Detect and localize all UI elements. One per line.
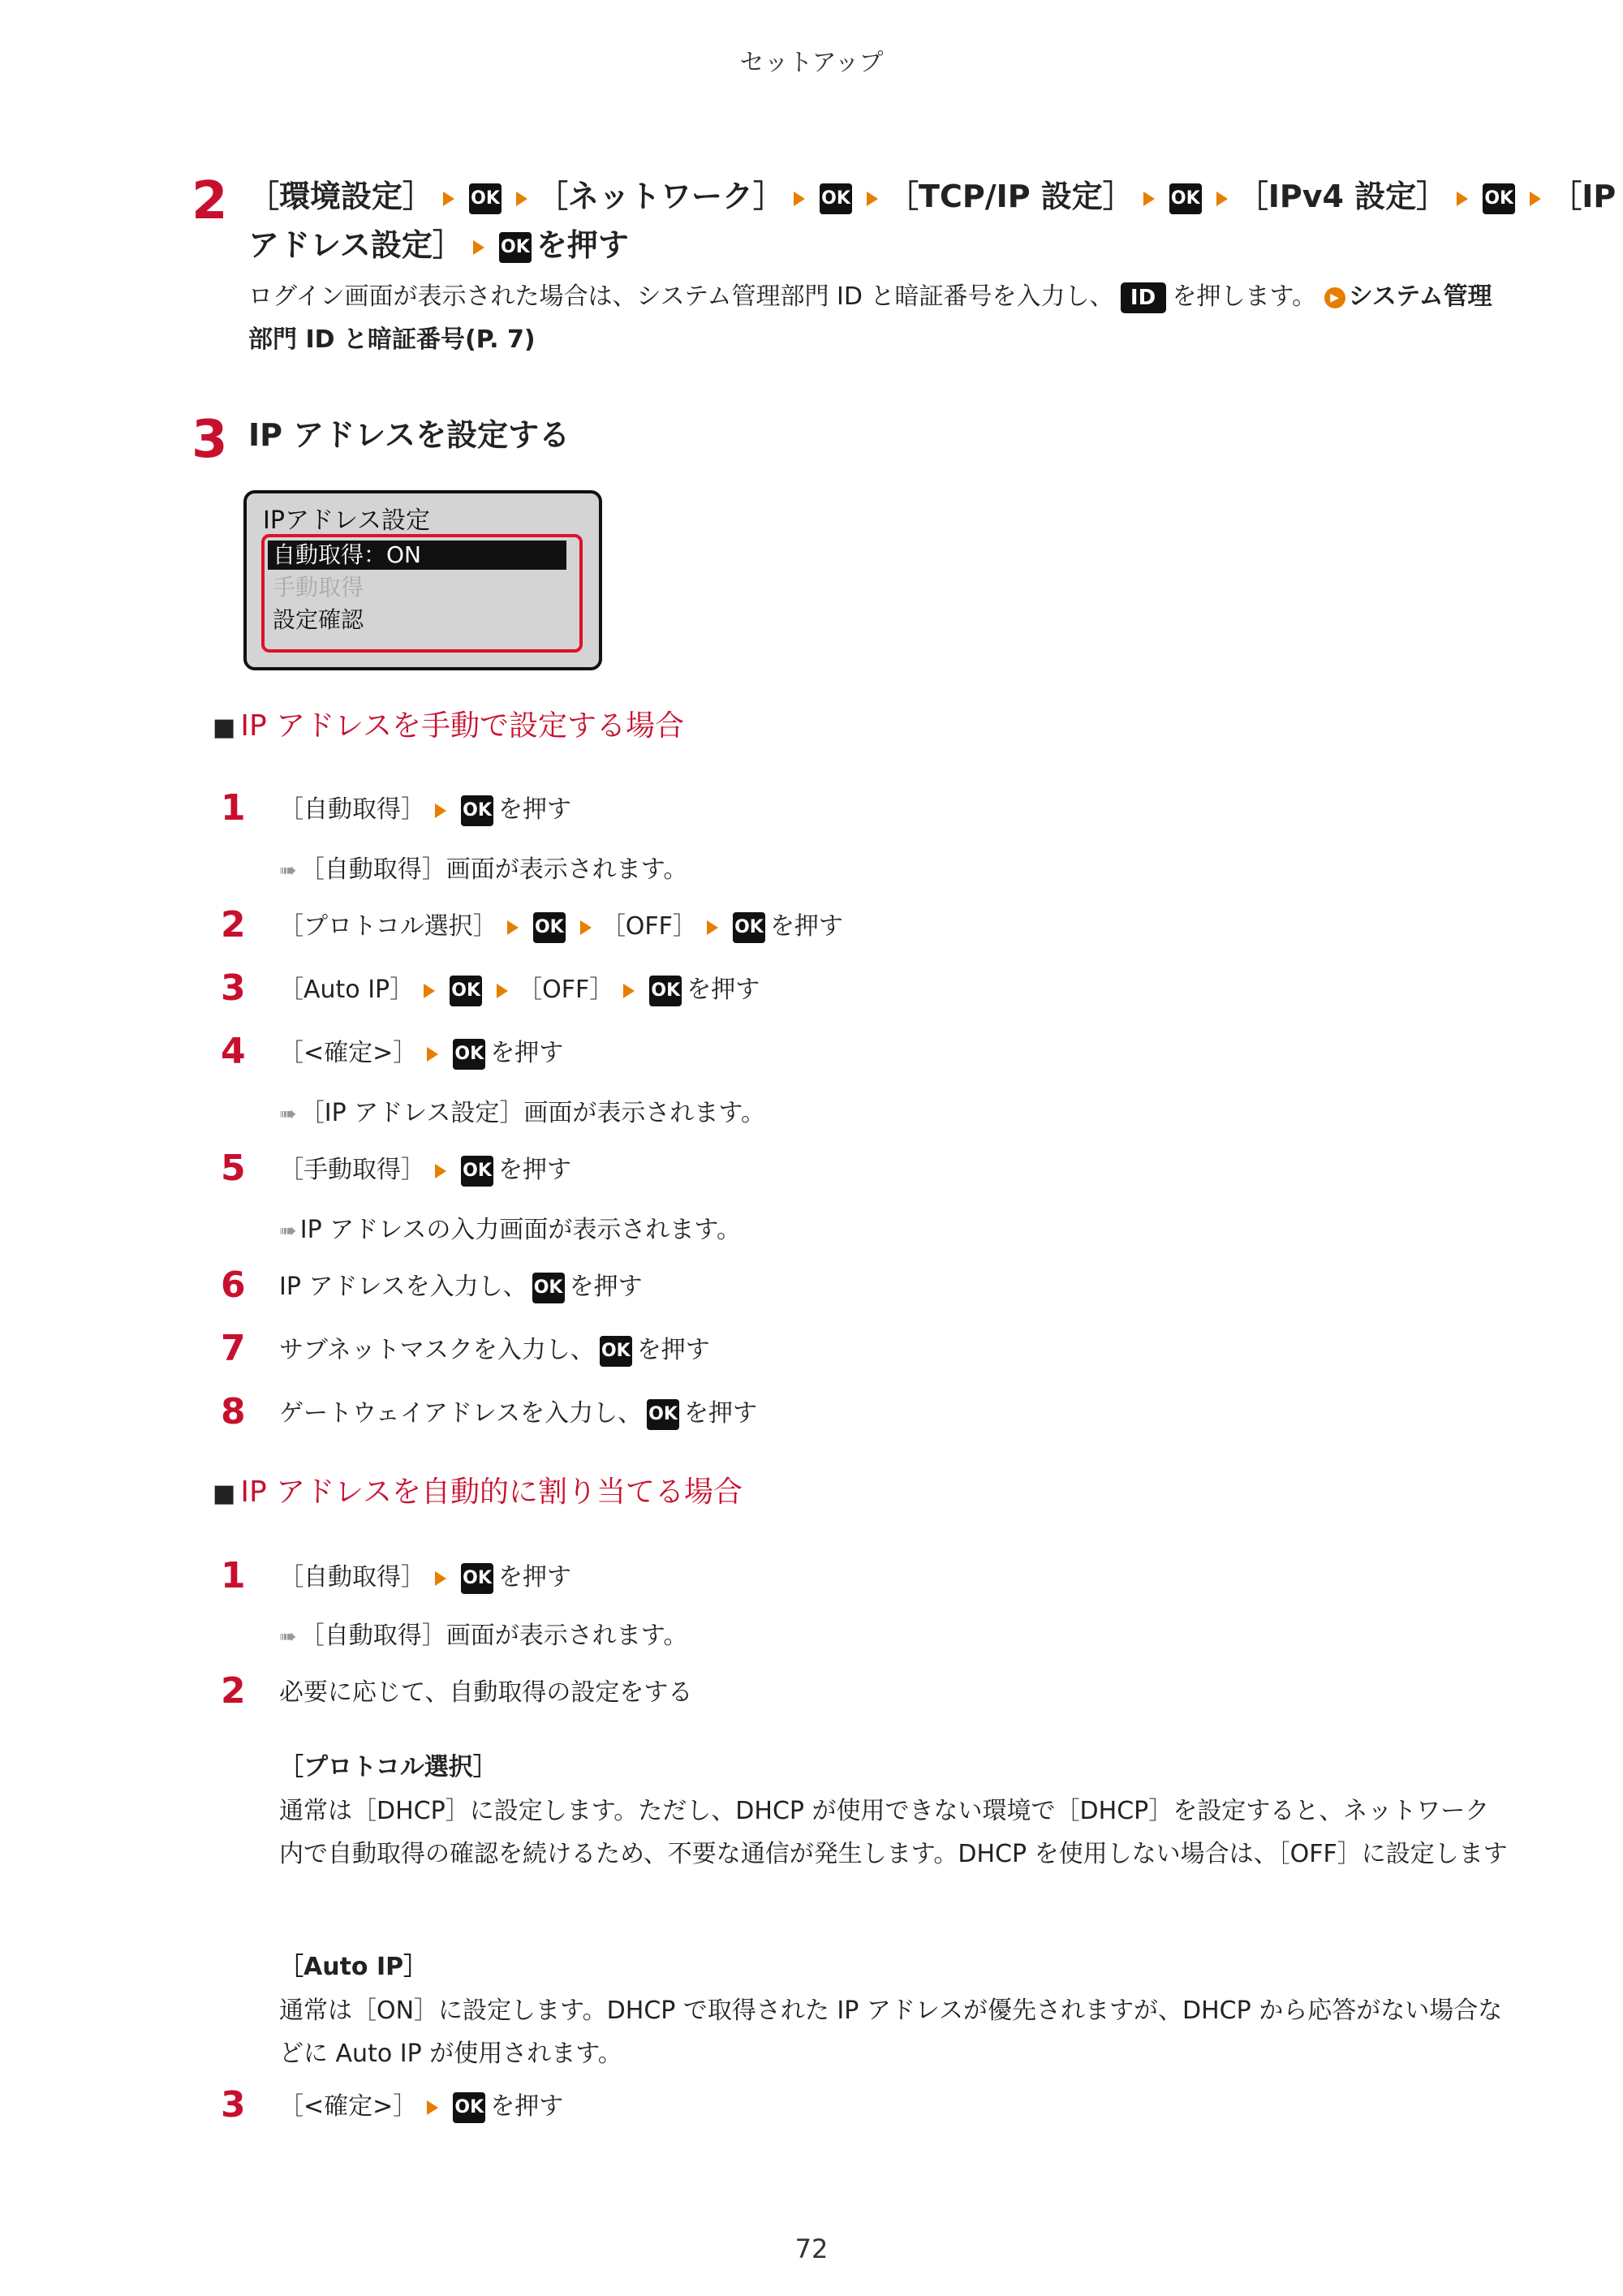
ok-key-icon: OK xyxy=(600,1336,632,1367)
arrow-icon xyxy=(497,984,508,998)
substep-number: 2 xyxy=(221,904,246,946)
substep-number: 1 xyxy=(221,787,246,829)
instruction-text: ゲートウェイアドレスを入力し、 xyxy=(279,1399,642,1428)
step2-path-line2 xyxy=(248,226,629,265)
result-text: ［IP アドレス設定］画面が表示されます。 xyxy=(299,1099,765,1127)
lcd-item-auto: 自動取得：ON xyxy=(268,541,566,570)
press-text: を押す xyxy=(498,795,571,824)
menu-path-item: ［OFF］ xyxy=(518,976,614,1004)
step2-path-line1 xyxy=(248,177,1616,217)
substep-number: 4 xyxy=(221,1031,246,1072)
substep-number: 1 xyxy=(221,1555,246,1596)
arrow-icon xyxy=(507,920,519,935)
ok-key-icon: OK xyxy=(499,232,532,263)
menu-path-item: ［TCP/IP 設定］ xyxy=(888,179,1134,214)
ok-key-icon: OK xyxy=(450,976,482,1006)
id-key-icon: ID xyxy=(1121,282,1166,313)
description-text: を押します。 xyxy=(1172,282,1317,311)
substep-number: 3 xyxy=(221,967,246,1009)
result-text: ［自動取得］画面が表示されます。 xyxy=(299,1622,688,1650)
substep-text xyxy=(279,1334,710,1367)
subsection-body-autoip: 通常は［ON］に設定します。DHCP で取得された IP アドレスが優先されますが、DHCP から応答がない場合などに Auto IP が使用されます。 xyxy=(279,1997,1503,2068)
subsection-title-autoip: ［Auto IP］ xyxy=(279,1953,428,1981)
arrow-icon xyxy=(424,984,435,998)
substep-text xyxy=(279,794,571,826)
substep-text xyxy=(279,2091,563,2123)
arrow-icon xyxy=(1457,192,1468,206)
arrow-icon xyxy=(1530,192,1541,206)
heading-square-icon: ■ xyxy=(213,713,236,742)
ok-key-icon: OK xyxy=(1169,183,1202,214)
description-text: ログイン画面が表示された場合は、システム管理部門 ID と暗証番号を入力し、 xyxy=(248,282,1114,311)
lcd-highlight-frame xyxy=(261,534,583,653)
menu-path-item: ［Auto IP］ xyxy=(279,976,415,1004)
arrow-icon xyxy=(435,1571,446,1586)
menu-path-item: ［<確定>］ xyxy=(279,1039,418,1067)
section-heading-manual xyxy=(213,708,684,746)
arrow-icon xyxy=(427,1047,438,1062)
substep-number: 2 xyxy=(221,1670,246,1712)
step-number-2: 2 xyxy=(192,171,228,231)
press-text: を押す xyxy=(498,1563,571,1592)
step2-description xyxy=(248,276,1514,361)
arrow-icon xyxy=(623,984,635,998)
menu-path-item: ［OFF］ xyxy=(601,912,697,941)
arrow-icon xyxy=(794,192,805,206)
ok-key-icon: OK xyxy=(469,183,502,214)
ok-key-icon: OK xyxy=(733,912,765,943)
heading-text: IP アドレスを自動的に割り当てる場合 xyxy=(240,1475,743,1509)
heading-text: IP アドレスを手動で設定する場合 xyxy=(240,709,685,743)
ok-key-icon: OK xyxy=(820,183,852,214)
menu-path-item: ［プロトコル選択］ xyxy=(279,912,497,941)
menu-path-item: ［IPv4 設定］ xyxy=(1237,179,1448,214)
instruction-text: サブネットマスクを入力し、 xyxy=(279,1336,595,1364)
substep-result xyxy=(279,854,687,885)
link-system-id-continued[interactable]: 部門 ID と暗証番号(P. 7) xyxy=(248,325,536,354)
menu-path-item: ［自動取得］ xyxy=(279,1563,425,1592)
press-text: を押す xyxy=(769,912,843,941)
menu-path-item: ［IP xyxy=(1551,179,1617,214)
substep-text xyxy=(279,1154,571,1187)
ok-key-icon: OK xyxy=(649,976,682,1006)
result-arrow-icon: ➠ xyxy=(279,1219,297,1243)
ok-key-icon: OK xyxy=(461,1156,493,1187)
ok-key-icon: OK xyxy=(461,795,493,826)
menu-path-item: ［<確定>］ xyxy=(279,2092,418,2121)
substep-text xyxy=(279,1562,571,1594)
arrow-icon xyxy=(443,192,454,206)
substep-number: 5 xyxy=(221,1148,246,1189)
substep-text xyxy=(279,911,843,943)
substep-text xyxy=(279,1037,563,1070)
arrow-icon xyxy=(427,2100,438,2115)
arrow-icon xyxy=(867,192,878,206)
page-number: 72 xyxy=(794,2234,829,2264)
section-heading-auto xyxy=(213,1474,743,1512)
press-text: を押す xyxy=(490,1039,564,1067)
link-arrow-icon: ▶ xyxy=(1324,287,1345,308)
ok-key-icon: OK xyxy=(461,1563,493,1594)
step3-title: IP アドレスを設定する xyxy=(248,417,570,453)
menu-path-item: ［ネットワーク］ xyxy=(537,179,785,214)
lcd-screen-image xyxy=(243,490,602,670)
ok-key-icon: OK xyxy=(453,2092,485,2123)
arrow-icon xyxy=(1143,192,1155,206)
substep-number: 3 xyxy=(221,2084,246,2126)
result-arrow-icon: ➠ xyxy=(279,859,297,883)
arrow-icon xyxy=(1216,192,1228,206)
substep-text xyxy=(279,1398,757,1430)
menu-path-item: ［手動取得］ xyxy=(279,1156,425,1184)
arrow-icon xyxy=(473,240,484,255)
instruction-text: IP アドレスを入力し、 xyxy=(279,1273,527,1301)
press-text: を押す xyxy=(687,976,760,1004)
substep-result xyxy=(279,1214,741,1246)
lcd-item-confirm: 設定確認 xyxy=(273,606,364,633)
page-header: セットアップ xyxy=(739,49,884,77)
substep-number: 6 xyxy=(221,1264,246,1306)
substep-text xyxy=(279,1271,643,1303)
arrow-icon xyxy=(516,192,527,206)
press-text: を押す xyxy=(498,1156,571,1184)
substep-result xyxy=(279,1620,687,1652)
substep-text: 必要に応じて、自動取得の設定をする xyxy=(279,1678,693,1707)
heading-square-icon: ■ xyxy=(213,1480,236,1508)
result-text: IP アドレスの入力画面が表示されます。 xyxy=(299,1216,741,1244)
substep-text xyxy=(279,974,760,1006)
arrow-icon xyxy=(580,920,592,935)
press-text: を押す xyxy=(536,227,629,263)
press-text: を押す xyxy=(684,1399,757,1428)
menu-path-item: ［環境設定］ xyxy=(248,179,434,214)
lcd-title: IPアドレス設定 xyxy=(263,506,431,535)
menu-path-item: アドレス設定］ xyxy=(248,227,463,263)
subsection-body-protocol: 通常は［DHCP］に設定します。ただし、DHCP が使用できない環境で［DHCP］を設定すると、ネットワーク内で自動取得の確認を続けるため、不要な通信が発生します。DHCP を使用しない場合は、［OFF］に設定します xyxy=(279,1797,1508,1868)
ok-key-icon: OK xyxy=(533,912,566,943)
step-number-3: 3 xyxy=(192,410,228,470)
link-system-id[interactable]: システム管理 xyxy=(1348,282,1492,311)
press-text: を押す xyxy=(490,2092,564,2121)
subsection-title-protocol: ［プロトコル選択］ xyxy=(279,1753,497,1781)
press-text: を押す xyxy=(569,1273,643,1301)
press-text: を押す xyxy=(636,1336,710,1364)
ok-key-icon: OK xyxy=(453,1039,485,1070)
ok-key-icon: OK xyxy=(532,1273,565,1303)
lcd-item-manual: 手動取得 xyxy=(273,574,364,601)
arrow-icon xyxy=(707,920,718,935)
menu-path-item: ［自動取得］ xyxy=(279,795,425,824)
substep-result xyxy=(279,1097,765,1129)
arrow-icon xyxy=(435,1164,446,1178)
arrow-icon xyxy=(435,803,446,818)
result-arrow-icon: ➠ xyxy=(279,1625,297,1649)
result-text: ［自動取得］画面が表示されます。 xyxy=(299,855,688,884)
ok-key-icon: OK xyxy=(1483,183,1515,214)
result-arrow-icon: ➠ xyxy=(279,1102,297,1126)
ok-key-icon: OK xyxy=(647,1399,679,1430)
substep-number: 8 xyxy=(221,1391,246,1432)
substep-number: 7 xyxy=(221,1328,246,1369)
